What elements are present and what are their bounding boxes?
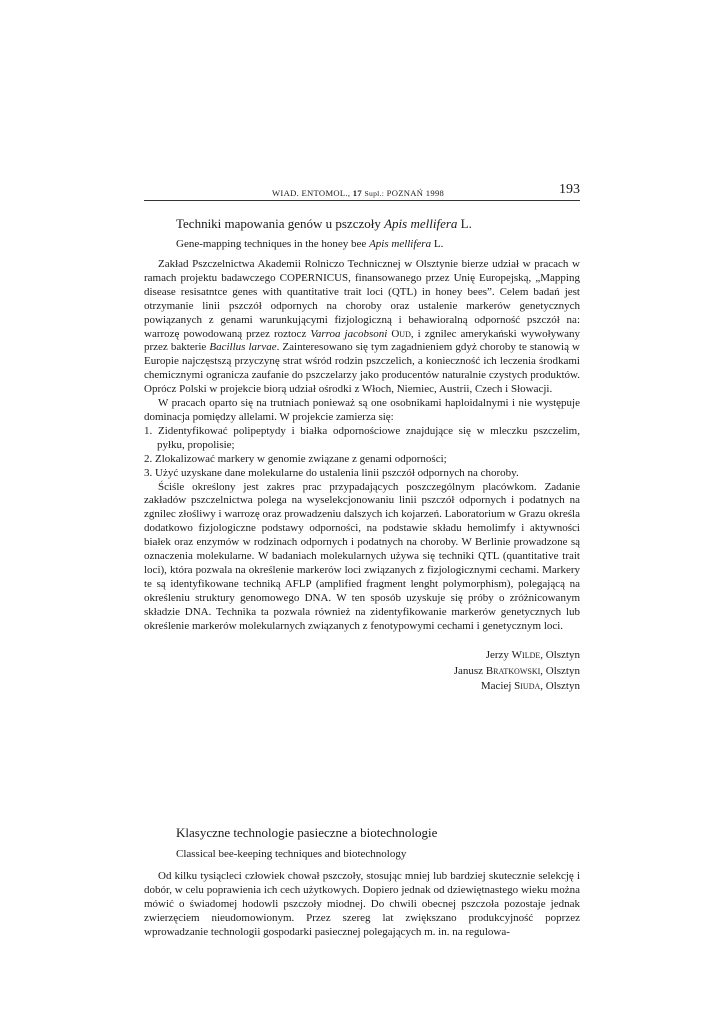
article1-title-en <box>176 238 580 250</box>
author-abbrev: Oud <box>391 327 411 340</box>
list-item: 3. Użyć uzyskane dane molekularne do ustalenia linii pszczół odpornych na choroby. <box>144 466 519 479</box>
author-surname: Bratkowski <box>485 664 541 677</box>
author-line: Janusz Bratkowski, Olsztyn <box>453 664 580 677</box>
header-rule <box>144 200 580 201</box>
article1-body <box>144 258 580 633</box>
article1-title-pl <box>176 216 580 232</box>
species-name: Apis mellifera <box>369 238 432 250</box>
list-item: 2. Zlokalizować markery w genomie związane z genami odporności; <box>144 452 447 465</box>
page-header <box>144 182 580 202</box>
title-text: Techniki mapowania genów u pszczoły <box>176 216 385 231</box>
species-name: Bacillus larvae <box>209 341 277 354</box>
article2-title-pl: Klasyczne technologie pasieczne a biotechnologie <box>176 825 438 840</box>
supplement-label: Supl.: <box>364 189 385 198</box>
subtitle-text: Gene-mapping techniques in the honey bee <box>176 238 370 250</box>
subtitle-suffix: L. <box>431 238 444 250</box>
species-name: Varroa jacobsoni <box>310 327 388 340</box>
paragraph: Zakład Pszczelnictwa Akademii Rolniczo Technicznej w Olsztynie bierze udział w pracach w ramach projektu badawczego COPERNICUS, finansowanego przez Unię Europejską, „Mapping disease resisatntce genes with quantitative trait loci (QTL) in honey bees”. Celem badań jest otrzymanie linii pszczół odpornych na choroby oraz ustalenie markerów genetycznych powiązanych z genami warunkującymi fizjologiczną i behawioralną odporność pszczół na: warrozę powodowaną przez roztocz Varroa jacobsoni Oud, i zgnilec amerykański wywoływany przez bakterie Bacillus larvae. Zainteresowano się tym zagadnieniem gdyż choroby te stanowią w Europie najczęstszą przyczynę strat wśród rodzin pszczelich, a konieczność ich leczenia środkami chemicznymi ogranicza zaufanie do pszczelarzy jako producentów naturalnie czystych produktów. Oprócz Polski w projekcie biorą udział ośrodki z Włoch, Niemiec, Austrii, Czech i Słowacji. <box>144 258 581 396</box>
list-item: 1. Zidentyfikować polipeptydy i białka odpornościowe znajdujące się w mleczku pszczelim, pyłku, propolisie; <box>144 424 580 451</box>
author-surname: Wilde <box>511 649 541 661</box>
author-list <box>454 648 580 695</box>
city-year: POZNAŃ 1998 <box>386 188 445 198</box>
author-line: Maciej Siuda, Olsztyn <box>480 680 580 692</box>
article2-title-en: Classical bee-keeping techniques and biotechnology <box>176 848 407 860</box>
paragraph: W pracach oparto się na trutniach ponieważ są one osobnikami haploidalnymi i nie występuje dominacja pomiędzy allelami. W projekcie zamierza się: <box>144 397 580 423</box>
page-number: 193 <box>559 182 580 197</box>
title-suffix: L. <box>457 216 472 231</box>
paragraph: Ściśle określony jest zakres prac przypadających poszczególnym placówkom. Zadanie zakładów pszczelnictwa polega na wyselekcjonowaniu linii pszczół odpornych i podatnych na zgnilec złośliwy i warrozę oraz prowadzeniu dalszych ich kojarzeń. Laboratorium w Grazu określa dodatkowo fizjologiczne podstawy odporności, na podstawie składu hemolimfy i aktywności białek oraz enzymów w rodzinach odpornych i podatnych na choroby. W Berlinie prowadzone są oznaczenia molekularne. W badaniach molekularnych używa się techniki QTL (quantitative trait loci), która pozwala na określenie markerów loci związanych z fizjologicznymi cechami. Markery te są identyfikowane techniką AFLP (amplified fragment lenght polymorphism), polegającą na określeniu struktury genomowego DNA. W ten sposób uzyskuje się próby o zróżnicowanym składzie DNA. Technika ta pozwala również na zidentyfikowanie markerów genetycznych lub określenie markerów molekularnych związanych z fenotypowymi cechami i genetycznym loci. <box>144 480 580 632</box>
volume-number: 17 <box>352 188 362 198</box>
author-surname: Siuda <box>514 680 541 692</box>
author-line: Jerzy Wilde, Olsztyn <box>485 649 580 661</box>
paragraph: Od kilku tysiącleci człowiek chował pszczoły, stosując mniej lub bardziej skutecznie selekcję i dobór, w celu poprawienia ich cech użytkowych. Dopiero jednak od dziewiętnastego wieku można mówić o świadomej hodowli pszczoły miodnej. Do chwili obecnej pszczoła pozostaje jednak zwierzęciem nieudomowionym. Przez szereg lat zwiększano produkcyjność poprzez wprowadzanie technologii gospodarki pasiecznej polegających m. in. na regulowa- <box>144 870 580 938</box>
journal-name: WIAD. ENTOMOL., <box>272 188 351 198</box>
species-name: Apis mellifera <box>384 216 458 231</box>
objectives-list <box>144 425 580 481</box>
article2-body <box>144 870 580 940</box>
running-head <box>272 188 444 198</box>
